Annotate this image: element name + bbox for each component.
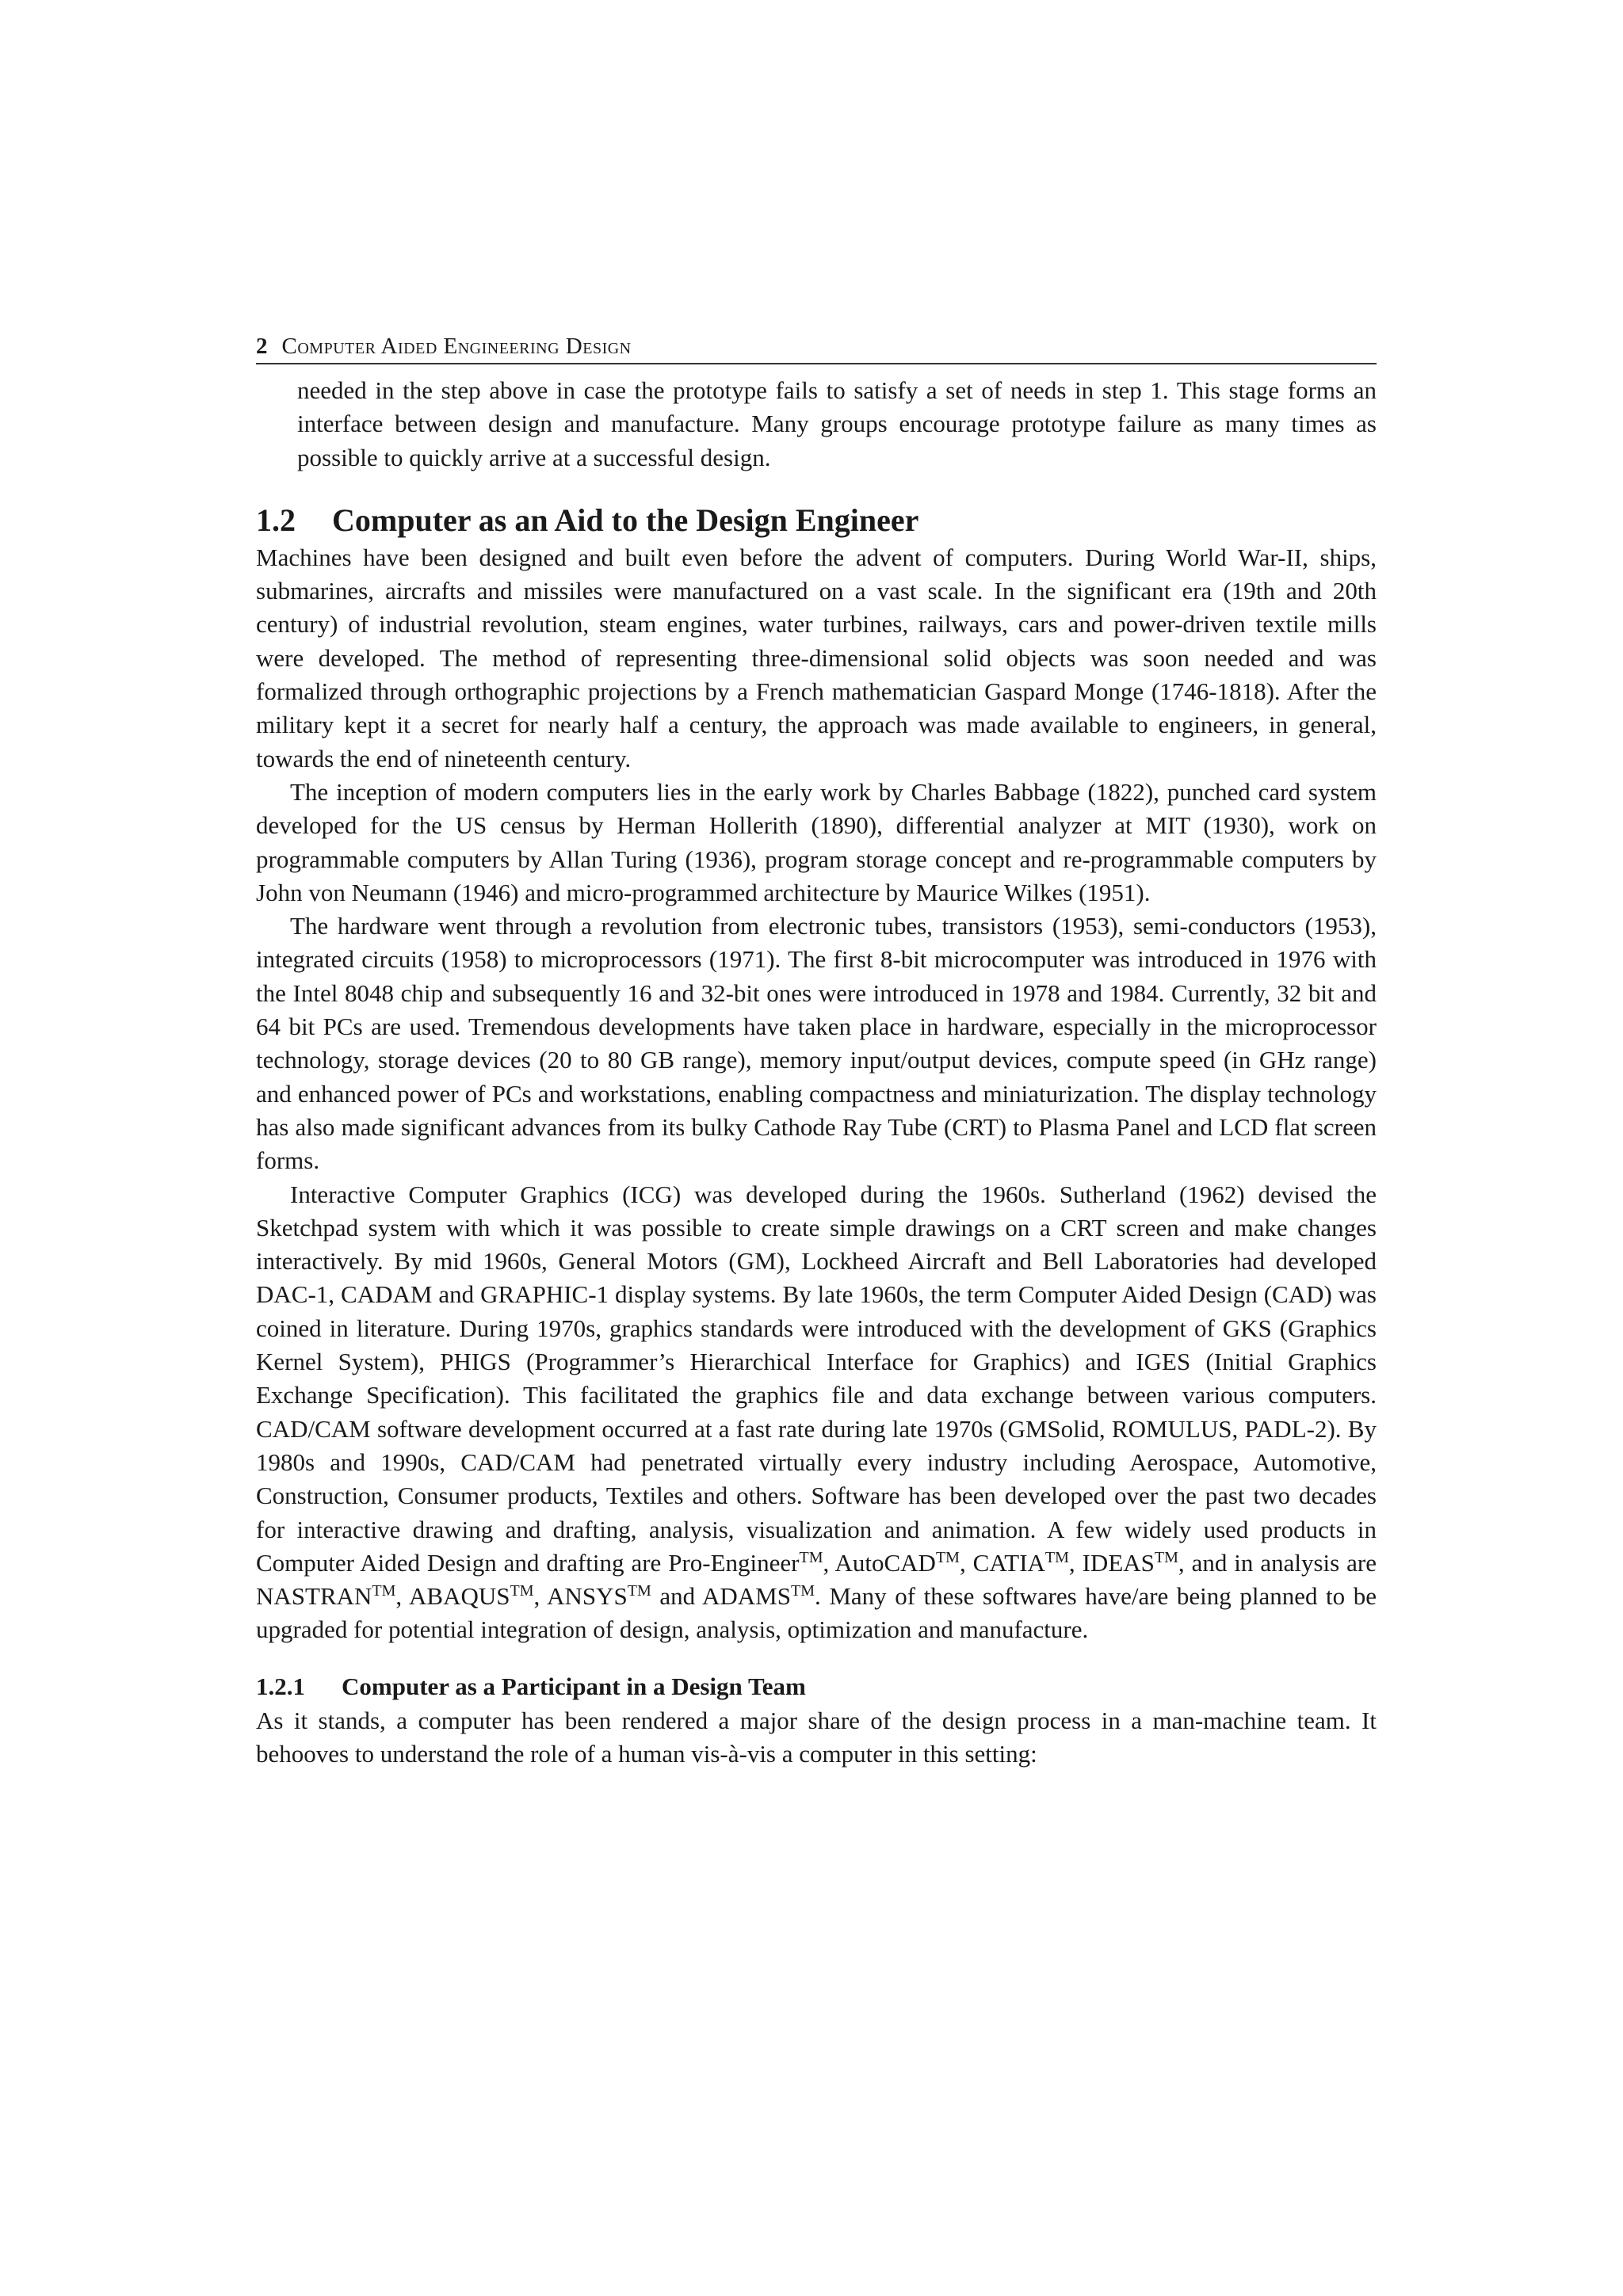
trademark-mark: TM xyxy=(790,1582,815,1600)
icg-text: , IDEAS xyxy=(1068,1548,1155,1577)
section-title: Computer as an Aid to the Design Engineer xyxy=(332,502,919,538)
icg-text: Interactive Computer Graphics (ICG) was developed during the 1960s. Sutherland (1962) devised the Sketchpad system with which it was possible to create simple drawings on a CRT screen and make changes interactively. By mid 1960s, General Motors (GM), Lockheed Aircraft and Bell Laboratories had developed DAC-1, CADAM and GRAPHIC-1 display systems. By late 1960s, the term Computer Aided Design (CAD) was coined in literature. During 1970s, graphics standards were introduced with the development of GKS (Graphics Kernel System), PHIGS (Programmer’s Hierarchical Interface for Graphics) and IGES (Initial Graphics Exchange Specification). This facilitated the graphics file and data exchange between various computers. CAD/CAM software development occurred at a fast rate during late 1970s (GMSolid, ROMULUS, PADL-2). By 1980s and 1990s, CAD/CAM had penetrated virtually every industry including Aerospace, Automotive, Construction, Consumer products, Textiles and others. Software has been developed over the past two decades for interactive drawing and drafting, analysis, visualization and animation. A few widely used products in Computer Aided Design and drafting are Pro-Engineer xyxy=(256,1180,1377,1577)
section-heading xyxy=(256,500,1377,541)
subsection-paragraph: As it stands, a computer has been rendered a major share of the design process in a man-machine team. It behooves to understand the role of a human vis-à-vis a computer in this setting: xyxy=(256,1706,1377,1768)
body-paragraph: Machines have been designed and built even before the advent of computers. During World War-II, ships, submarines, aircrafts and missiles were manufactured on a vast scale. In the significant era (19th and 20th century) of industrial revolution, steam engines, water turbines, railways, cars and power-driven textile mills were developed. The method of representing three-dimensional solid objects was soon needed and was formalized through orthographic projections by a French mathematician Gaspard Monge (1746-1818). After the military kept it a secret for nearly half a century, the approach was made available to engineers, in general, towards the end of nineteenth century. xyxy=(256,543,1377,772)
subsection-number: 1.2.1 xyxy=(256,1672,305,1700)
section-number: 1.2 xyxy=(256,502,296,538)
subsection-heading xyxy=(256,1669,1377,1704)
icg-text: , CATIA xyxy=(959,1548,1045,1577)
icg-text: , and in analysis are NASTRAN xyxy=(256,1548,1377,1611)
body-paragraph: The hardware went through a revolution from electronic tubes, transistors (1953), semi-conductors (1953), integrated circuits (1958) to microprocessors (1971). The first 8-bit microcomputer was introduced in 1976 with the Intel 8048 chip and subsequently 16 and 32-bit ones were introduced in 1978 and 1984. Currently, 32 bit and 64 bit PCs are used. Tremendous developments have taken place in hardware, especially in the microprocessor technology, storage devices (20 to 80 GB range), memory input/output devices, compute speed (in GHz range) and enhanced power of PCs and workstations, enabling compactness and miniaturization. The display technology has also made significant advances from its bulky Cathode Ray Tube (CRT) to Plasma Panel and LCD flat screen forms. xyxy=(256,912,1377,1175)
icg-paragraph xyxy=(256,1178,1377,1647)
trademark-mark: TM xyxy=(372,1582,396,1600)
trademark-mark: TM xyxy=(799,1548,823,1566)
trademark-mark: TM xyxy=(935,1548,960,1566)
icg-text: , ANSYS xyxy=(533,1582,628,1611)
running-header xyxy=(256,331,1377,364)
icg-text: and ADAMS xyxy=(651,1582,791,1611)
book-page xyxy=(256,331,1377,1771)
body-paragraph: The inception of modern computers lies in the early work by Charles Babbage (1822), punched card system developed for the US census by Herman Hollerith (1890), differential analyzer at MIT (1930), work on programmable computers by Allan Turing (1936), program storage concept and re-programmable computers by John von Neumann (1946) and micro-programmed architecture by Maurice Wilkes (1951). xyxy=(256,777,1377,906)
icg-text: . Many of these softwares have/are being planned to be upgraded for potential integration of design, analysis, optimization and manufacture. xyxy=(256,1582,1377,1644)
trademark-mark: TM xyxy=(627,1582,651,1600)
book-title: Computer Aided Engineering Design xyxy=(281,334,632,359)
trademark-mark: TM xyxy=(1044,1548,1069,1566)
trademark-mark: TM xyxy=(510,1582,534,1600)
subsection-title: Computer as a Participant in a Design Team xyxy=(342,1672,806,1700)
page-number: 2 xyxy=(256,334,268,359)
trademark-mark: TM xyxy=(1154,1548,1178,1566)
icg-text: , ABAQUS xyxy=(395,1582,510,1611)
intro-paragraph: needed in the step above in case the prototype fails to satisfy a set of needs in step 1. This stage forms an interface between design and manufacture. Many groups encourage prototype failure as many times as possible to quickly arrive at a successful design. xyxy=(297,376,1377,471)
icg-text: , AutoCAD xyxy=(823,1548,936,1577)
